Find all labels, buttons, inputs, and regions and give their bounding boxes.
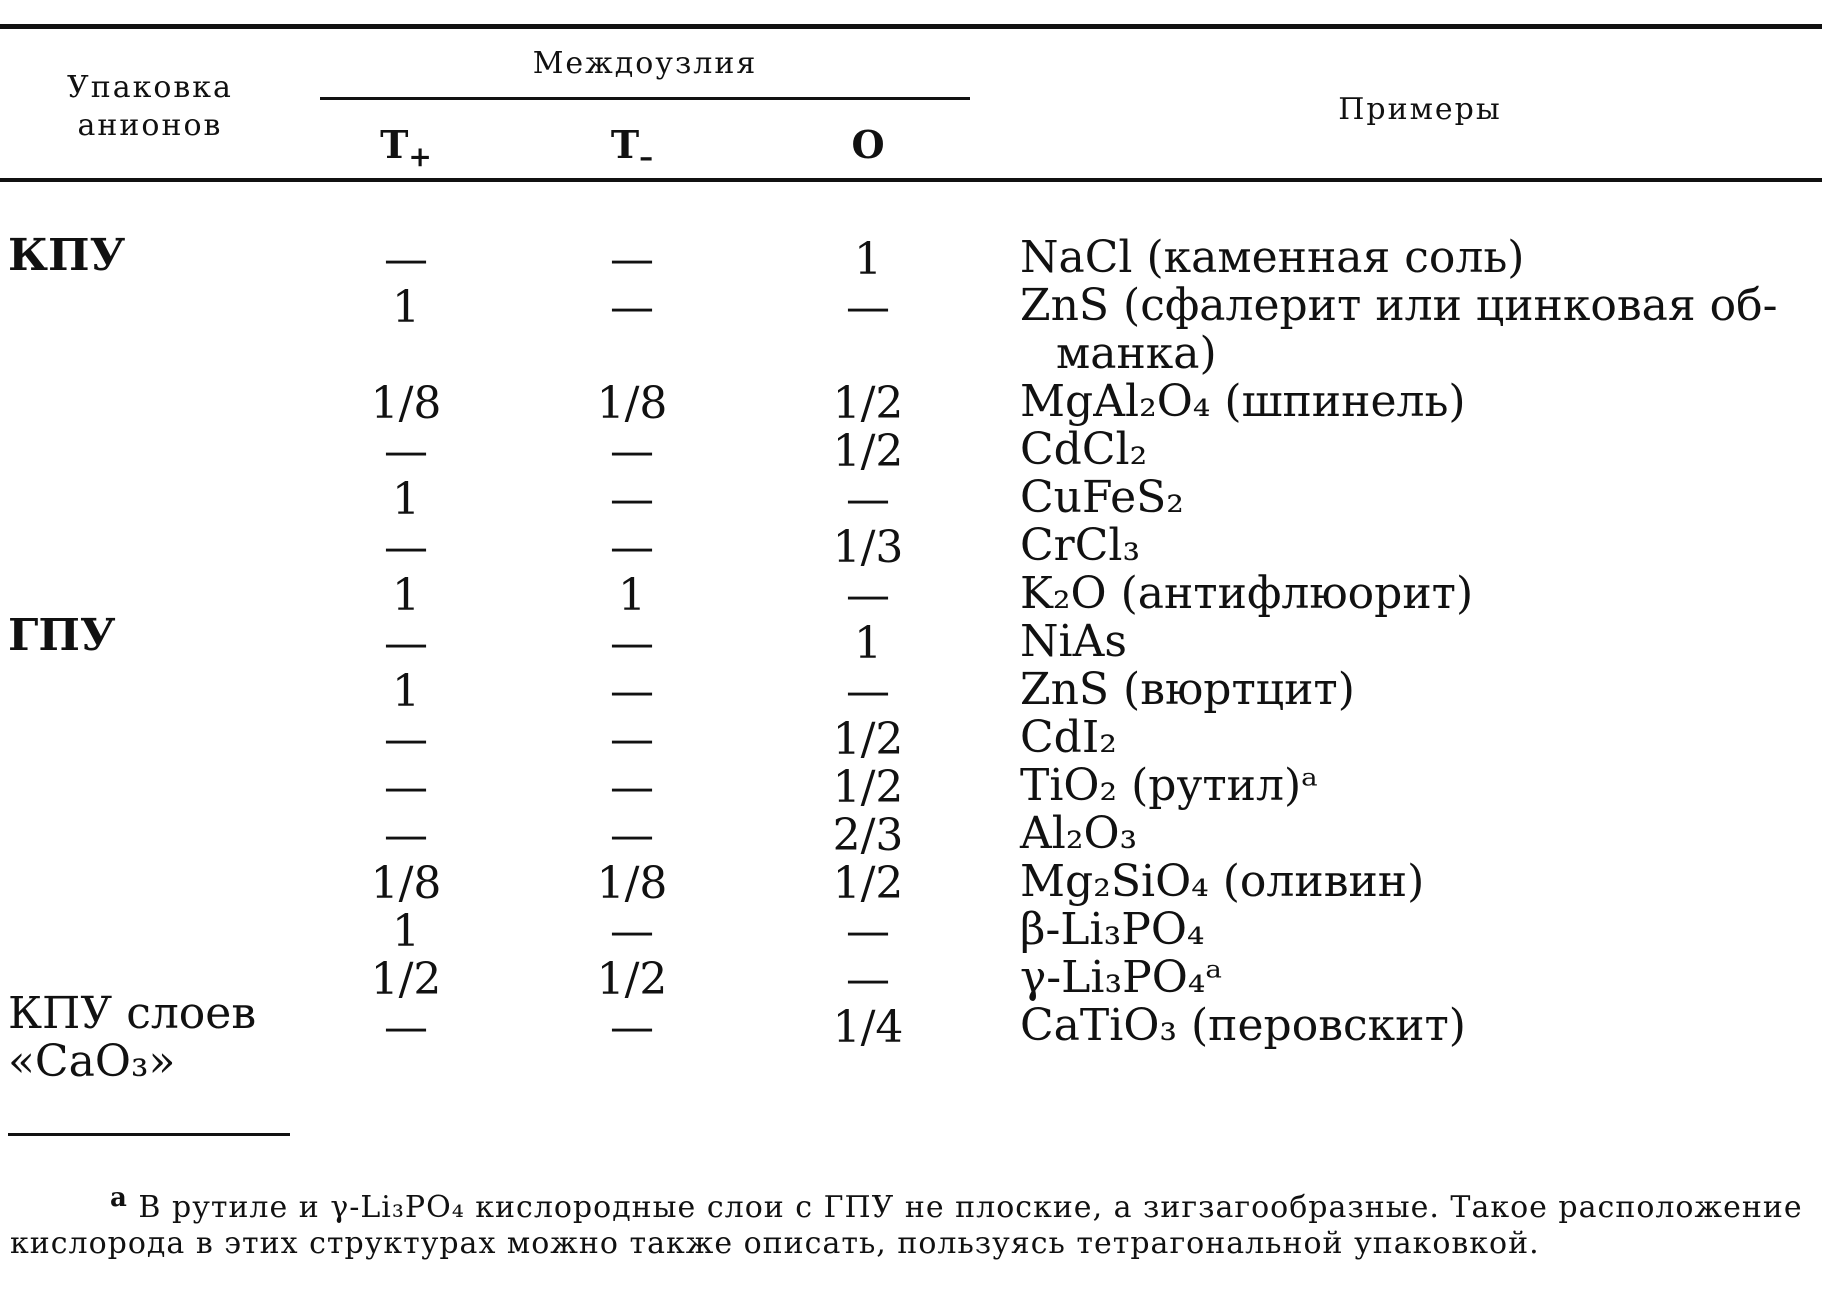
cell-t-minus: — (610, 666, 654, 717)
cell-t-plus: 1 (392, 570, 420, 621)
cell-t-minus: — (610, 1002, 654, 1053)
cell-t-plus: 1/8 (370, 378, 442, 429)
cell-o: 1 (854, 618, 882, 669)
group-ccp-layers-line1: КПУ слоев (8, 988, 257, 1039)
cell-t-minus: 1 (618, 570, 646, 621)
cell-o: — (846, 954, 890, 1005)
header-examples: Примеры (1338, 92, 1502, 127)
cell-o: 1/2 (832, 378, 904, 429)
cell-t-minus: — (610, 282, 654, 333)
header-o: O (851, 122, 885, 167)
cell-t-plus: — (384, 618, 428, 669)
example-text-continuation: манка) (1056, 328, 1217, 379)
example-text: CuFeS₂ (1020, 472, 1184, 523)
header-t-plus: $T_+$ (380, 122, 432, 174)
cell-o: — (846, 282, 890, 333)
example-text: CdI₂ (1020, 712, 1117, 763)
cell-t-minus: — (610, 474, 654, 525)
cell-o: 1/3 (832, 522, 904, 573)
cell-t-minus: — (610, 714, 654, 765)
cell-t-minus: — (610, 618, 654, 669)
cell-o: 1/2 (832, 714, 904, 765)
cell-t-plus: 1/2 (370, 954, 442, 1005)
cell-o: 1/2 (832, 762, 904, 813)
group-hcp: ГПУ (8, 610, 116, 661)
cell-o: 1/2 (832, 426, 904, 477)
example-text: β-Li₃PO₄ (1020, 904, 1205, 955)
cell-o: 2/3 (832, 810, 904, 861)
group-ccp-layers-line2: «CaO₃» (8, 1036, 176, 1087)
header-packing-line1: Упаковка (67, 70, 233, 105)
example-text: MgAl₂O₄ (шпинель) (1020, 376, 1466, 427)
cell-t-plus: — (384, 810, 428, 861)
group-ccp: КПУ (8, 230, 126, 281)
header-interstices: Междоузлия (532, 46, 758, 81)
cell-o: 1/2 (832, 858, 904, 909)
cell-t-plus: — (384, 522, 428, 573)
cell-o: — (846, 474, 890, 525)
cell-o: — (846, 570, 890, 621)
cell-o: — (846, 666, 890, 717)
example-text: CaTiO₃ (перовскит) (1020, 1000, 1466, 1051)
header-packing-line2: анионов (77, 108, 223, 143)
example-text: ZnS (сфалерит или цинковая об- (1020, 280, 1778, 331)
interstices-rule (320, 97, 970, 100)
cell-t-plus: — (384, 762, 428, 813)
example-text: NaCl (каменная соль) (1020, 232, 1525, 283)
cell-t-plus: 1 (392, 474, 420, 525)
cell-t-plus: 1 (392, 906, 420, 957)
example-text: ZnS (вюртцит) (1020, 664, 1355, 715)
example-text: Mg₂SiO₄ (оливин) (1020, 856, 1425, 907)
cell-t-plus: 1 (392, 666, 420, 717)
footnote-marker: a (110, 1183, 128, 1213)
cell-t-plus: 1 (392, 282, 420, 333)
example-text: K₂O (антифлюорит) (1020, 568, 1474, 619)
example-text: NiAs (1020, 616, 1127, 667)
example-text: CrCl₃ (1020, 520, 1141, 571)
cell-t-plus: — (384, 426, 428, 477)
cell-t-minus: — (610, 762, 654, 813)
cell-t-plus: — (384, 714, 428, 765)
cell-t-minus: — (610, 810, 654, 861)
example-text: γ-Li₃PO₄ᵃ (1020, 952, 1223, 1003)
cell-t-minus: — (610, 906, 654, 957)
footnote (10, 1180, 1810, 1262)
cell-t-minus: — (610, 426, 654, 477)
example-text: CdCl₂ (1020, 424, 1148, 475)
cell-o: 1/4 (832, 1002, 904, 1053)
cell-o: — (846, 906, 890, 957)
footnote-text: В рутиле и γ-Li₃PO₄ кислородные слои с ГПУ не плоские, а зигзагообразные. Такое расположение кислорода в этих структурах можно также описать, пользуясь тетрагональной упаковкой. (10, 1190, 1803, 1261)
example-text: Al₂O₃ (1020, 808, 1138, 859)
cell-t-minus: — (610, 522, 654, 573)
header-t-minus: $T_-$ (610, 122, 654, 174)
footnote-rule (8, 1133, 290, 1136)
cell-t-minus: — (610, 234, 654, 285)
table-top-rule (0, 24, 1822, 29)
example-text: TiO₂ (рутил)ᵃ (1020, 760, 1319, 811)
cell-t-minus: 1/8 (596, 378, 668, 429)
header-bottom-rule (0, 178, 1822, 182)
cell-t-minus: 1/2 (596, 954, 668, 1005)
cell-t-plus: — (384, 234, 428, 285)
cell-t-plus: — (384, 1002, 428, 1053)
cell-t-minus: 1/8 (596, 858, 668, 909)
cell-o: 1 (854, 234, 882, 285)
cell-t-plus: 1/8 (370, 858, 442, 909)
